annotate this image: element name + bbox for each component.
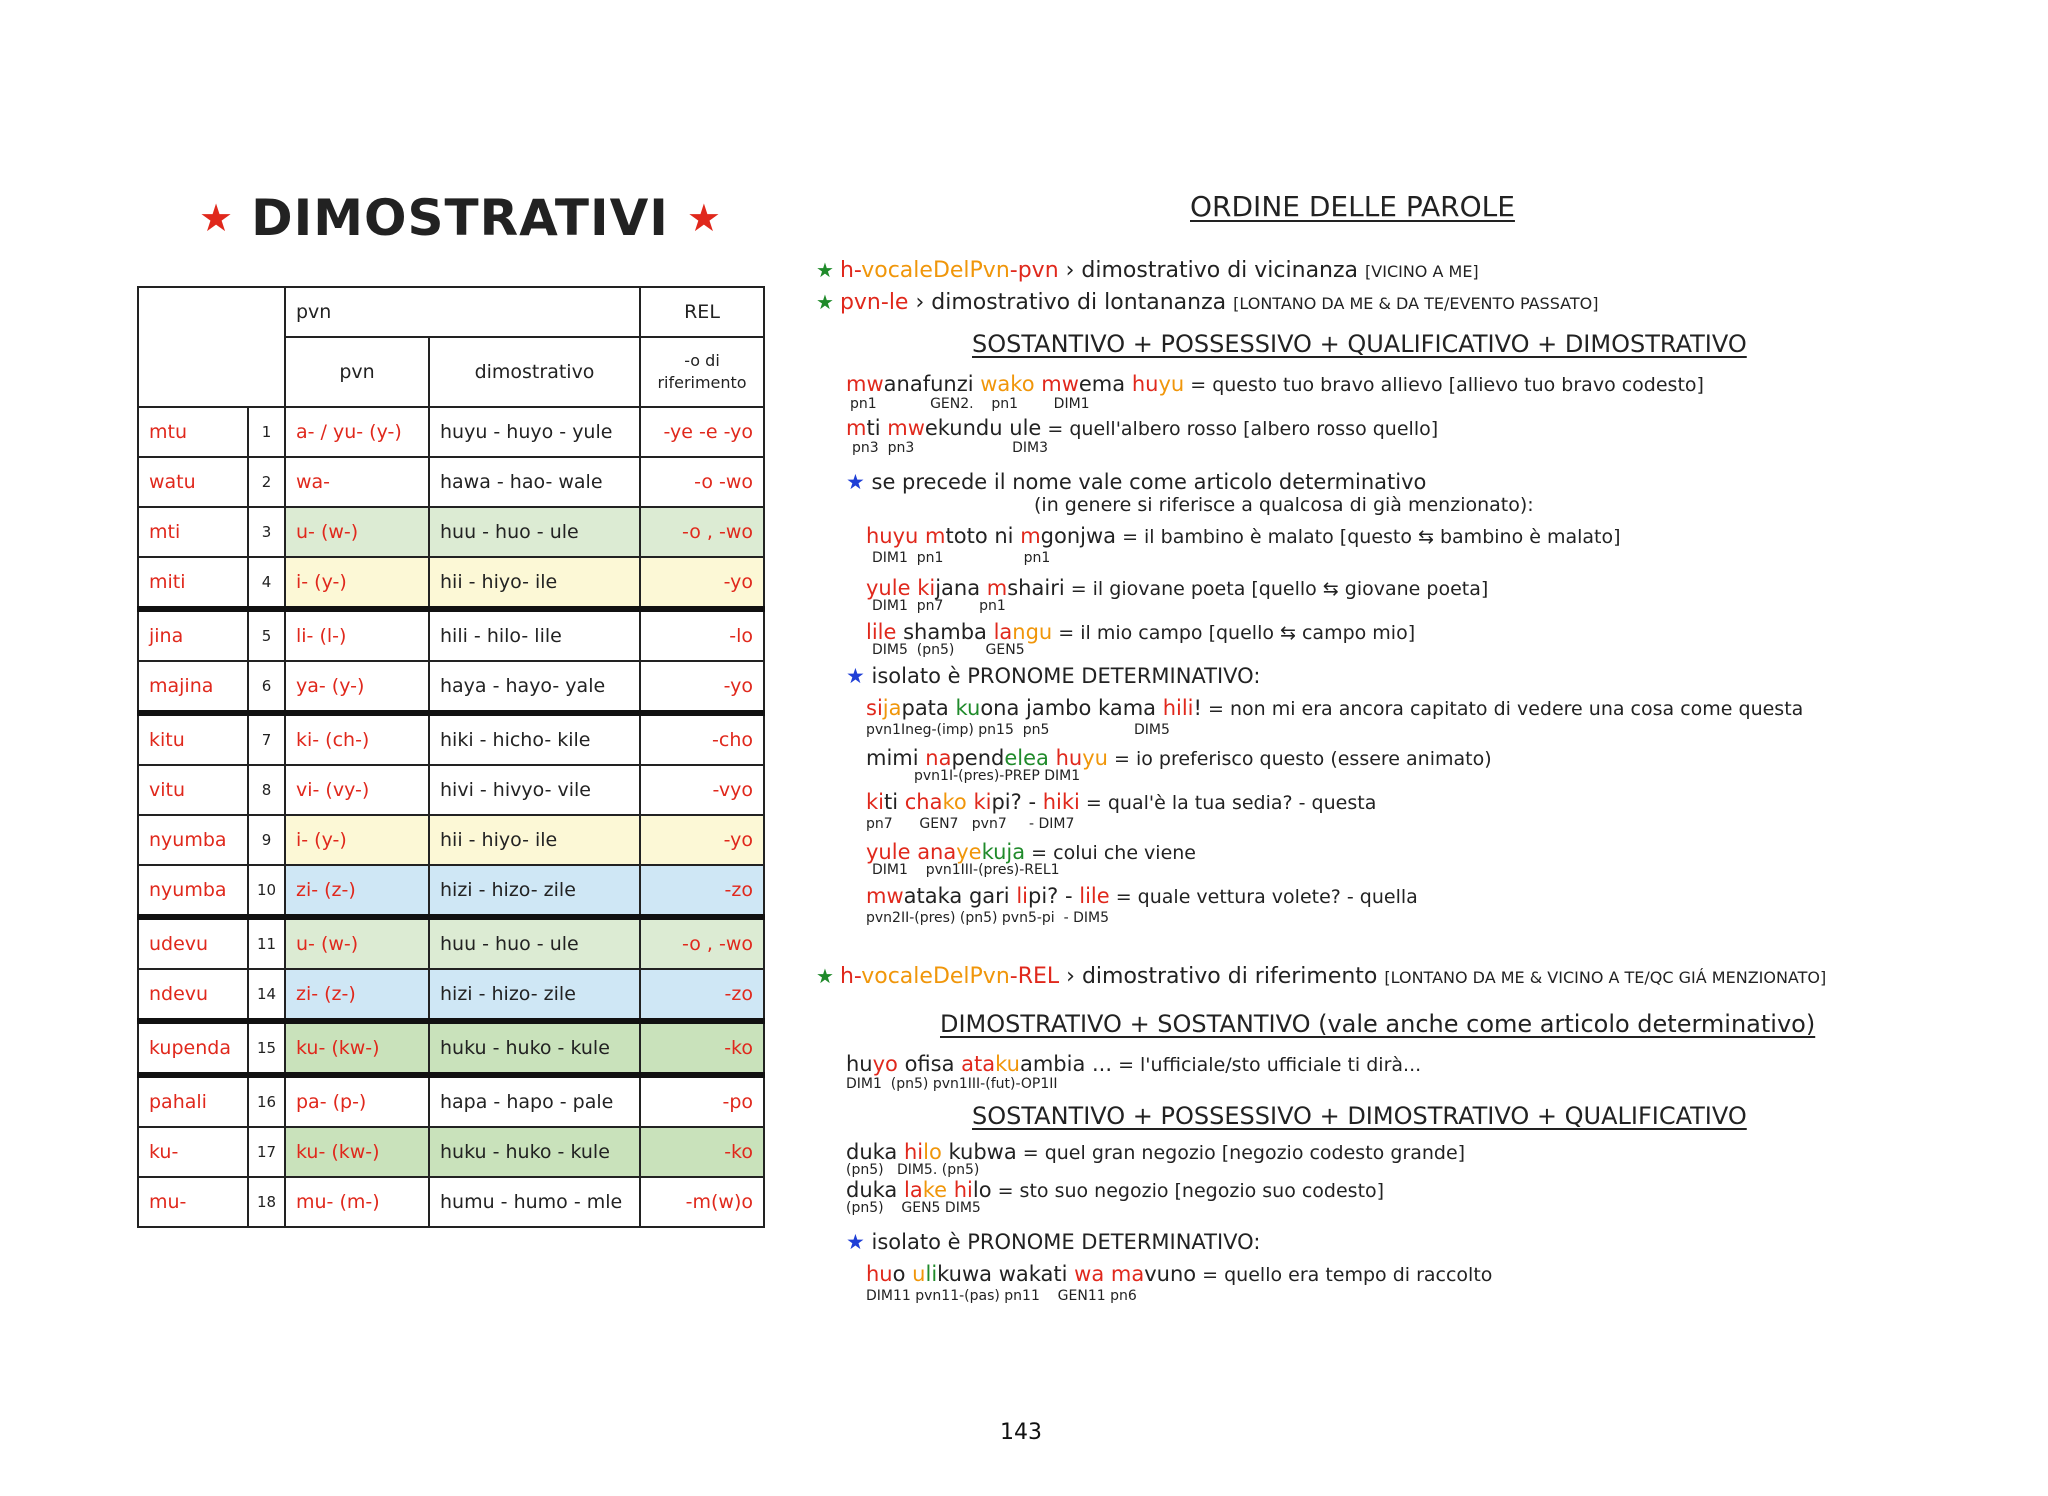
class-number-cell: 15 bbox=[248, 1021, 285, 1075]
class-number-cell: 18 bbox=[248, 1177, 285, 1227]
header-pvn: pvn bbox=[285, 337, 429, 407]
rel-cell: -zo bbox=[640, 969, 764, 1021]
table-row bbox=[138, 713, 764, 765]
noun-cell: pahali bbox=[138, 1075, 248, 1127]
class-number-cell: 6 bbox=[248, 661, 285, 713]
star-icon: ★ bbox=[199, 196, 234, 240]
class-number-cell: 3 bbox=[248, 507, 285, 557]
class-number-cell: 8 bbox=[248, 765, 285, 815]
table-row bbox=[138, 457, 764, 507]
page-number: 143 bbox=[1000, 1420, 1042, 1445]
noun-cell: kitu bbox=[138, 713, 248, 765]
noun-cell: vitu bbox=[138, 765, 248, 815]
example-14: huo ulikuwa wakati wa mavuno = quello era tempo di raccolto bbox=[866, 1262, 1493, 1286]
gloss-1: pn1 GEN2. pn1 DIM1 bbox=[850, 396, 1090, 412]
dimostrativo-cell: huu - huo - ule bbox=[429, 917, 640, 969]
note-pronome-2: ★ isolato è PRONOME DETERMINATIVO: bbox=[846, 1230, 1261, 1254]
noun-cell: watu bbox=[138, 457, 248, 507]
note-articolo-2: (in genere si riferisce a qualcosa di già menzionato): bbox=[1034, 494, 1534, 516]
example-2: mti mwekundu ule = quell'albero rosso [albero rosso quello] bbox=[846, 416, 1439, 440]
table-row bbox=[138, 765, 764, 815]
noun-cell: mti bbox=[138, 507, 248, 557]
gloss-13: (pn5) GEN5 DIM5 bbox=[846, 1200, 981, 1216]
gloss-14: DIM11 pvn11-(pas) pn11 GEN11 pn6 bbox=[866, 1288, 1137, 1304]
noun-cell: kupenda bbox=[138, 1021, 248, 1075]
example-5: lile shamba langu = il mio campo [quello ⇆ campo mio] bbox=[866, 620, 1416, 644]
example-4: yule kijana mshairi = il giovane poeta [quello ⇆ giovane poeta] bbox=[866, 576, 1489, 600]
table-row bbox=[138, 661, 764, 713]
gloss-6: pvn1Ineg-(imp) pn15 pn5 DIM5 bbox=[866, 722, 1170, 738]
pvn-cell: a- / yu- (y-) bbox=[285, 407, 429, 457]
pvn-cell: ki- (ch-) bbox=[285, 713, 429, 765]
pvn-cell: vi- (vy-) bbox=[285, 765, 429, 815]
table-row bbox=[138, 507, 764, 557]
header-riferimento: -o di riferimento bbox=[640, 337, 764, 407]
table-row bbox=[138, 1021, 764, 1075]
header-empty bbox=[138, 287, 285, 407]
gloss-4: DIM1 pn7 pn1 bbox=[872, 598, 1006, 614]
pvn-cell: ya- (y-) bbox=[285, 661, 429, 713]
dimostrativo-cell: humu - humo - mle bbox=[429, 1177, 640, 1227]
table-row bbox=[138, 969, 764, 1021]
rel-cell: -cho bbox=[640, 713, 764, 765]
page-title: ORDINE DELLE PAROLE bbox=[1190, 190, 1515, 223]
note-articolo: ★ se precede il nome vale come articolo determinativo bbox=[846, 470, 1427, 494]
star-icon: ★ bbox=[846, 1230, 872, 1254]
gloss-8: pn7 GEN7 pvn7 - DIM7 bbox=[866, 816, 1075, 832]
class-number-cell: 9 bbox=[248, 815, 285, 865]
class-number-cell: 1 bbox=[248, 407, 285, 457]
table-row bbox=[138, 917, 764, 969]
table-row bbox=[138, 407, 764, 457]
star-icon: ★ bbox=[816, 290, 834, 314]
class-number-cell: 7 bbox=[248, 713, 285, 765]
example-6: sijapata kuona jambo kama hili! = non mi era ancora capitato di vedere una cosa come questa bbox=[866, 696, 1804, 720]
rel-cell: -yo bbox=[640, 557, 764, 609]
pvn-cell: ku- (kw-) bbox=[285, 1127, 429, 1177]
rel-cell: -ye -e -yo bbox=[640, 407, 764, 457]
noun-cell: ndevu bbox=[138, 969, 248, 1021]
pvn-cell: i- (y-) bbox=[285, 557, 429, 609]
formula-2: DIMOSTRATIVO + SOSTANTIVO (vale anche come articolo determinativo) bbox=[940, 1010, 1816, 1038]
pvn-cell: u- (w-) bbox=[285, 917, 429, 969]
class-number-cell: 16 bbox=[248, 1075, 285, 1127]
table-row bbox=[138, 609, 764, 661]
header-rel: REL bbox=[640, 287, 764, 337]
pvn-cell: ku- (kw-) bbox=[285, 1021, 429, 1075]
header-pvn-group: pvn bbox=[285, 287, 640, 337]
table-row bbox=[138, 1127, 764, 1177]
example-10: mwataka gari lipi? - lile = quale vettura volete? - quella bbox=[866, 884, 1418, 908]
pvn-cell: u- (w-) bbox=[285, 507, 429, 557]
dimostrativo-cell: haya - hayo- yale bbox=[429, 661, 640, 713]
star-icon: ★ bbox=[816, 964, 834, 988]
dimostrativo-cell: huu - huo - ule bbox=[429, 507, 640, 557]
rel-cell: -m(w)o bbox=[640, 1177, 764, 1227]
class-number-cell: 14 bbox=[248, 969, 285, 1021]
pvn-cell: pa- (p-) bbox=[285, 1075, 429, 1127]
rel-cell: -lo bbox=[640, 609, 764, 661]
rel-cell: -po bbox=[640, 1075, 764, 1127]
class-number-cell: 4 bbox=[248, 557, 285, 609]
rel-cell: -o -wo bbox=[640, 457, 764, 507]
gloss-7: pvn1I-(pres)-PREP DIM1 bbox=[914, 768, 1081, 784]
gloss-9: DIM1 pvn1III-(pres)-REL1 bbox=[872, 862, 1060, 878]
noun-cell: nyumba bbox=[138, 865, 248, 917]
table-row bbox=[138, 1177, 764, 1227]
gloss-10: pvn2II-(pres) (pn5) pvn5-pi - DIM5 bbox=[866, 910, 1109, 926]
class-number-cell: 17 bbox=[248, 1127, 285, 1177]
dimostrativo-cell: hawa - hao- wale bbox=[429, 457, 640, 507]
pvn-cell: zi- (z-) bbox=[285, 969, 429, 1021]
rel-cell: -ko bbox=[640, 1127, 764, 1177]
rule-lontananza: ★ pvn-le › dimostrativo di lontananza [LONTANO DA ME & DA TE/EVENTO PASSATO] bbox=[816, 290, 1599, 315]
rel-cell: -o , -wo bbox=[640, 507, 764, 557]
noun-cell: miti bbox=[138, 557, 248, 609]
star-icon: ★ bbox=[846, 664, 872, 688]
example-7: mimi napendelea huyu = io preferisco questo (essere animato) bbox=[866, 746, 1492, 770]
table-row bbox=[138, 1075, 764, 1127]
class-number-cell: 5 bbox=[248, 609, 285, 661]
formula-1: SOSTANTIVO + POSSESSIVO + QUALIFICATIVO + DIMOSTRATIVO bbox=[972, 330, 1747, 358]
example-12: duka hilo kubwa = quel gran negozio [negozio codesto grande] bbox=[846, 1140, 1466, 1164]
gloss-12: (pn5) DIM5. (pn5) bbox=[846, 1162, 980, 1178]
gloss-3: DIM1 pn1 pn1 bbox=[872, 550, 1051, 566]
dimostrativo-cell: hizi - hizo- zile bbox=[429, 865, 640, 917]
demonstratives-table bbox=[137, 286, 765, 1228]
pvn-cell: li- (l-) bbox=[285, 609, 429, 661]
dimostrativo-cell: huku - huko - kule bbox=[429, 1127, 640, 1177]
note-pronome: ★ isolato è PRONOME DETERMINATIVO: bbox=[846, 664, 1261, 688]
rel-cell: -vyo bbox=[640, 765, 764, 815]
rel-cell: -zo bbox=[640, 865, 764, 917]
dimostrativo-cell: hivi - hivyo- vile bbox=[429, 765, 640, 815]
dimostrativo-cell: huyu - huyo - yule bbox=[429, 407, 640, 457]
noun-cell: nyumba bbox=[138, 815, 248, 865]
pvn-cell: mu- (m-) bbox=[285, 1177, 429, 1227]
noun-cell: jina bbox=[138, 609, 248, 661]
noun-cell: majina bbox=[138, 661, 248, 713]
dimostrativo-cell: hiki - hicho- kile bbox=[429, 713, 640, 765]
noun-cell: mtu bbox=[138, 407, 248, 457]
dimostrativo-cell: hii - hiyo- ile bbox=[429, 815, 640, 865]
noun-cell: mu- bbox=[138, 1177, 248, 1227]
dimostrativo-cell: hapa - hapo - pale bbox=[429, 1075, 640, 1127]
star-icon: ★ bbox=[686, 196, 721, 240]
formula-3: SOSTANTIVO + POSSESSIVO + DIMOSTRATIVO + QUALIFICATIVO bbox=[972, 1102, 1747, 1130]
pvn-cell: i- (y-) bbox=[285, 815, 429, 865]
example-9: yule anayekuja = colui che viene bbox=[866, 840, 1196, 864]
class-number-cell: 10 bbox=[248, 865, 285, 917]
example-11: huyo ofisa atakuambia ... = l'ufficiale/sto ufficiale ti dirà... bbox=[846, 1052, 1422, 1076]
rel-cell: -yo bbox=[640, 815, 764, 865]
example-8: kiti chako kipi? - hiki = qual'è la tua sedia? - questa bbox=[866, 790, 1377, 814]
pvn-cell: wa- bbox=[285, 457, 429, 507]
rel-cell: -ko bbox=[640, 1021, 764, 1075]
header-dimostrativo: dimostrativo bbox=[429, 337, 640, 407]
star-icon: ★ bbox=[846, 470, 872, 494]
class-number-cell: 2 bbox=[248, 457, 285, 507]
section-title bbox=[200, 182, 720, 254]
pvn-cell: zi- (z-) bbox=[285, 865, 429, 917]
title-text: DIMOSTRATIVI bbox=[251, 189, 669, 247]
table-row bbox=[138, 815, 764, 865]
dimostrativo-cell: hili - hilo- lile bbox=[429, 609, 640, 661]
dimostrativo-cell: hizi - hizo- zile bbox=[429, 969, 640, 1021]
class-number-cell: 11 bbox=[248, 917, 285, 969]
example-1: mwanafunzi wako mwema huyu = questo tuo bravo allievo [allievo tuo bravo codesto] bbox=[846, 372, 1704, 396]
table-row bbox=[138, 865, 764, 917]
dimostrativo-cell: huku - huko - kule bbox=[429, 1021, 640, 1075]
noun-cell: udevu bbox=[138, 917, 248, 969]
gloss-5: DIM5 (pn5) GEN5 bbox=[872, 642, 1025, 658]
gloss-2: pn3 pn3 DIM3 bbox=[852, 440, 1049, 456]
gloss-11: DIM1 (pn5) pvn1III-(fut)-OP1II bbox=[846, 1076, 1058, 1092]
rel-cell: -yo bbox=[640, 661, 764, 713]
example-3: huyu mtoto ni mgonjwa = il bambino è malato [questo ⇆ bambino è malato] bbox=[866, 524, 1621, 548]
dimostrativo-cell: hii - hiyo- ile bbox=[429, 557, 640, 609]
example-13: duka lake hilo = sto suo negozio [negozio suo codesto] bbox=[846, 1178, 1385, 1202]
star-icon: ★ bbox=[816, 258, 834, 282]
rule-vicinanza: ★ h-vocaleDelPvn-pvn › dimostrativo di vicinanza [VICINO A ME] bbox=[816, 258, 1479, 283]
noun-cell: ku- bbox=[138, 1127, 248, 1177]
rel-cell: -o , -wo bbox=[640, 917, 764, 969]
rule-riferimento: ★ h-vocaleDelPvn-REL › dimostrativo di riferimento [LONTANO DA ME & VICINO A TE/QC GIÁ MENZIONATO] bbox=[816, 964, 1827, 989]
table-row bbox=[138, 557, 764, 609]
